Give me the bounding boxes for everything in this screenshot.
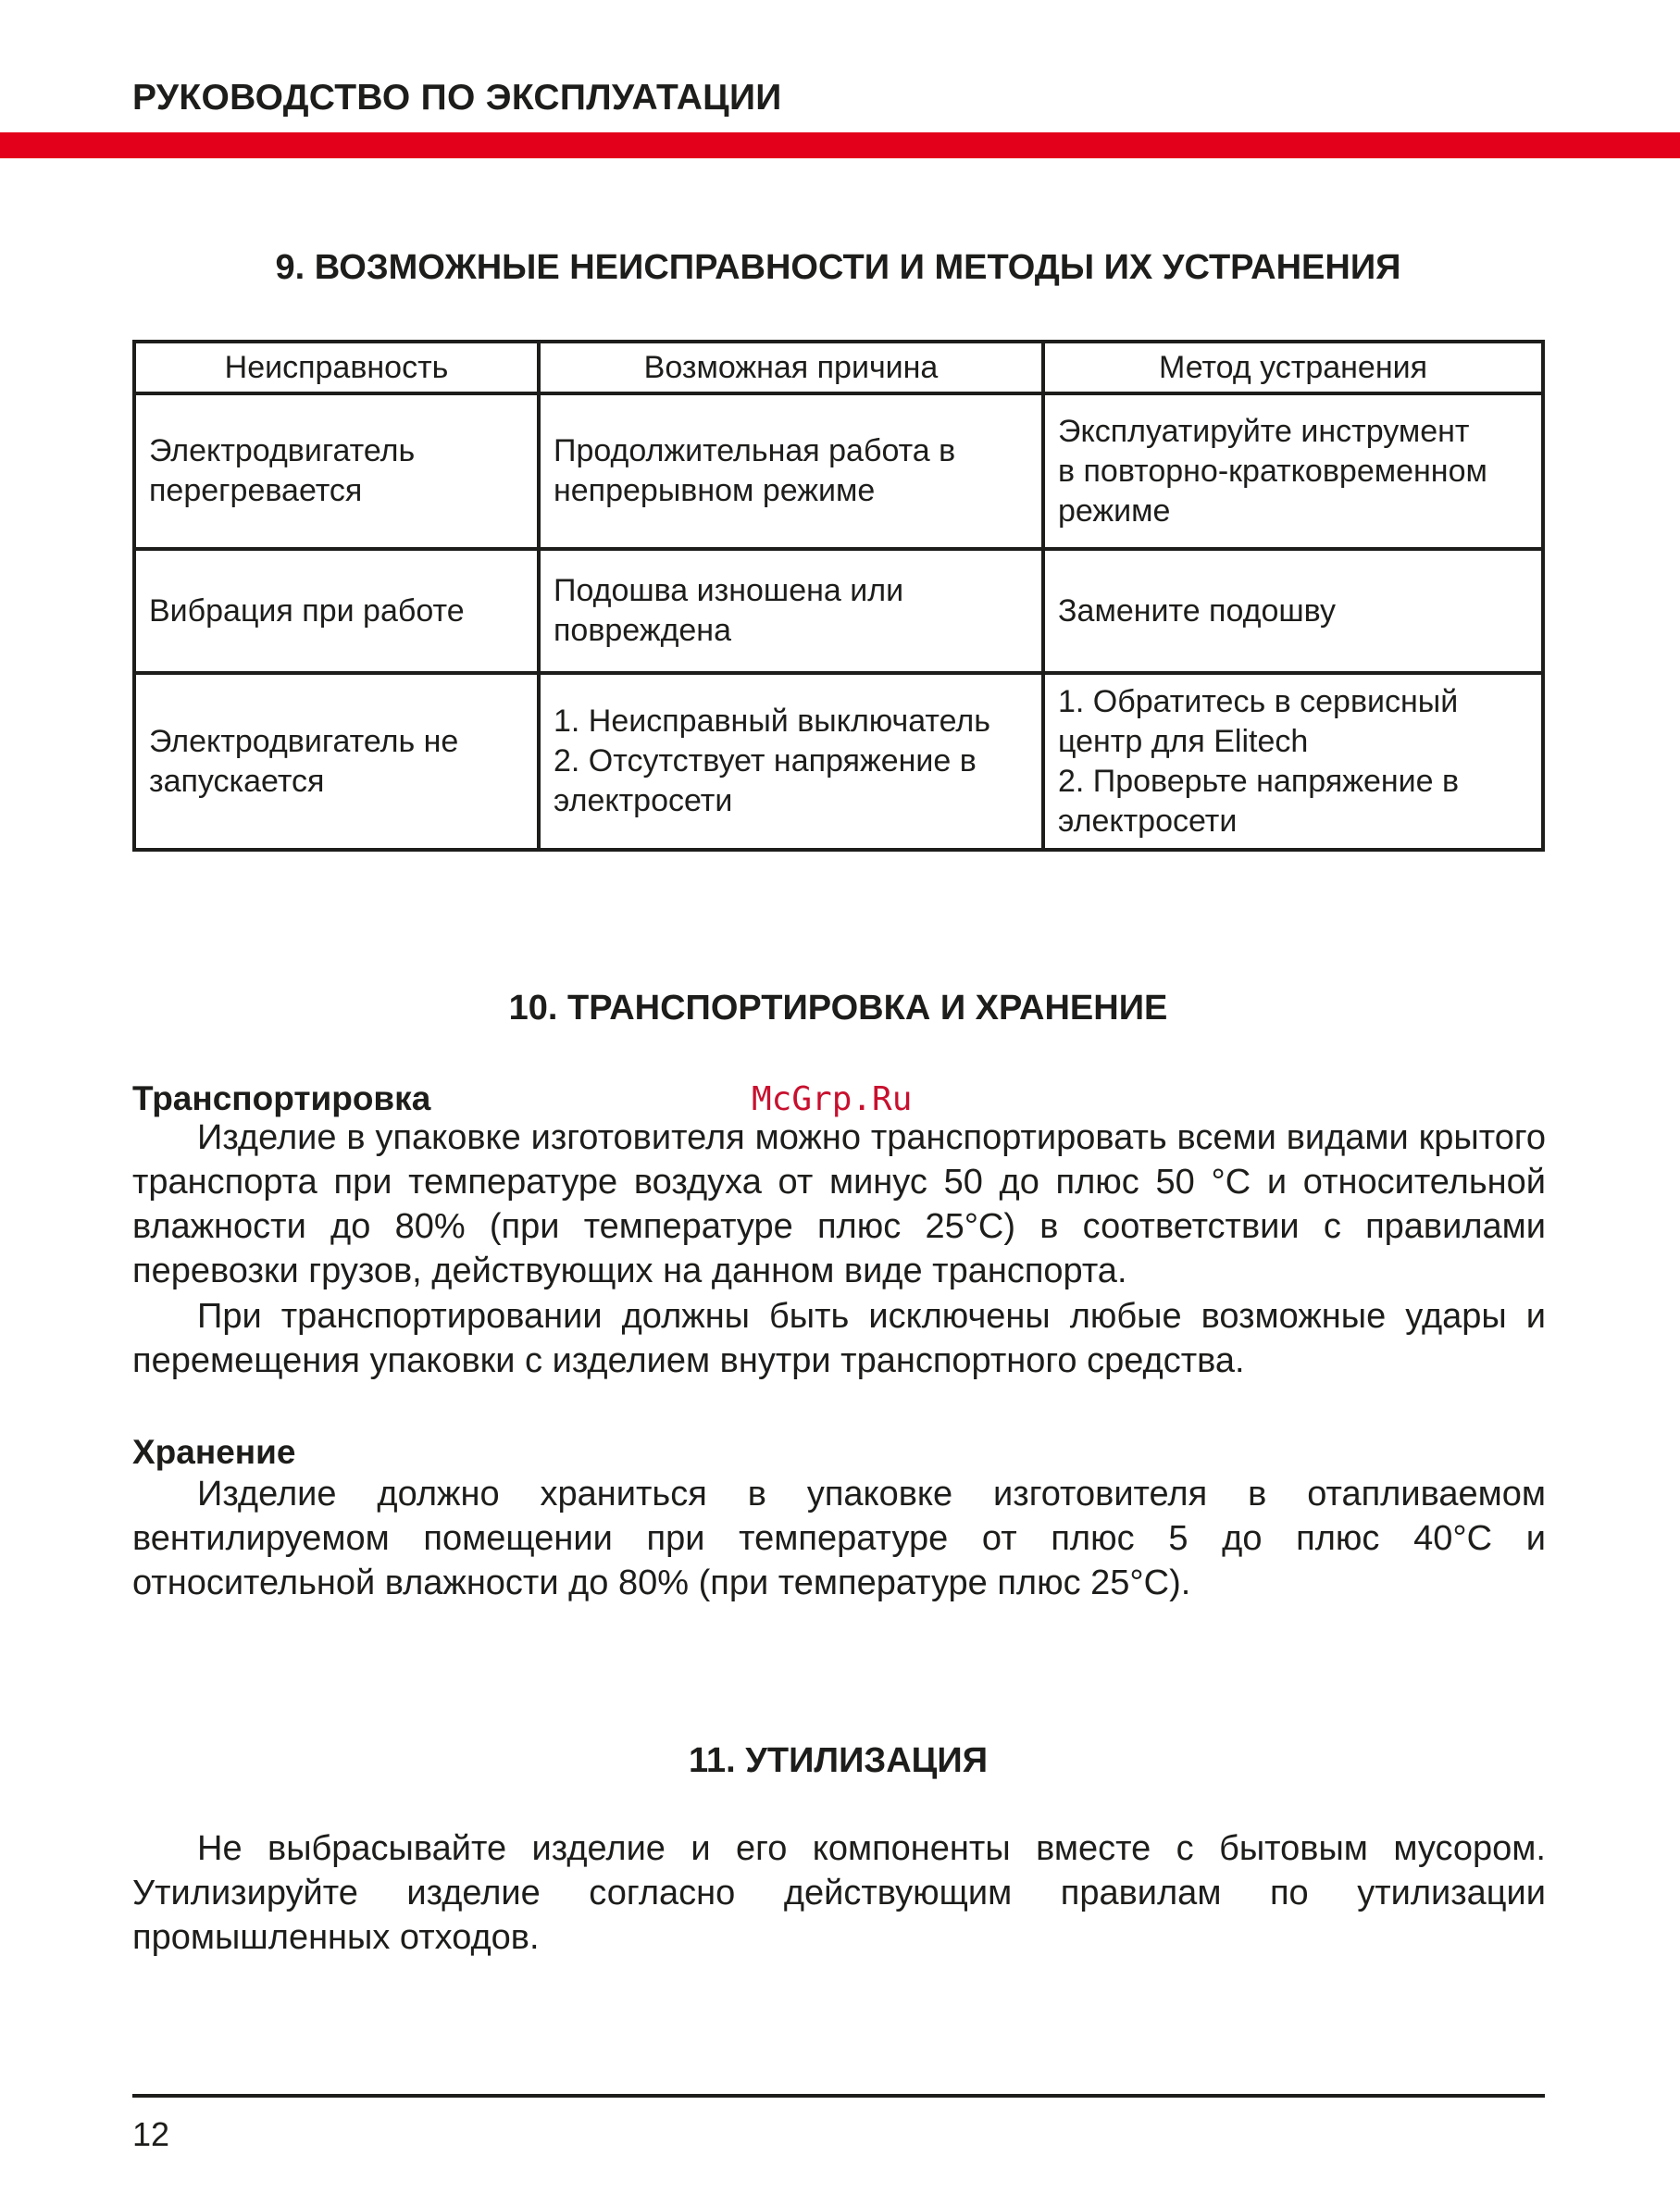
- column-header-fix: Метод устранения: [1043, 342, 1543, 393]
- table-row: [134, 549, 1543, 673]
- cell-text: режиме: [1058, 492, 1171, 529]
- cell-text: 1. Обратитесь в сервисный: [1058, 683, 1459, 719]
- fault-cell: [134, 549, 539, 673]
- cell-text: электросети: [1058, 803, 1238, 839]
- cell-text: перегревается: [149, 473, 363, 508]
- cell-text: Электродвигатель: [149, 433, 416, 468]
- storage-subheading: Хранение: [132, 1433, 296, 1471]
- troubleshooting-table: [132, 340, 1545, 852]
- cell-text: запускается: [149, 763, 325, 799]
- cause-cell: [539, 393, 1043, 549]
- section-9-heading: 9. ВОЗМОЖНЫЕ НЕИСПРАВНОСТИ И МЕТОДЫ ИХ УСТРАНЕНИЯ: [275, 248, 1401, 287]
- document-header-title: РУКОВОДСТВО ПО ЭКСПЛУАТАЦИИ: [132, 78, 782, 118]
- cause-cell: [539, 673, 1043, 850]
- fault-cell: [134, 673, 539, 850]
- cell-text: непрерывном режиме: [554, 473, 876, 508]
- header-accent-bar: [0, 132, 1680, 158]
- column-header-fault: Неисправность: [134, 342, 539, 393]
- cell-text: Электродвигатель не: [149, 723, 459, 759]
- cell-text: 2. Проверьте напряжение в: [1058, 763, 1460, 799]
- cell-text: в повторно-кратковременном: [1058, 453, 1487, 489]
- table-row: [134, 393, 1543, 549]
- disposal-paragraph: Не выбрасывайте изделие и его компоненты вместе с бытовым мусором. Утилизируйте изделие согласно действующим правилам по утилизации промышленных отходов.: [132, 1829, 1546, 1957]
- footer-divider: [132, 2094, 1545, 2098]
- cell-text: Замените подошву: [1058, 592, 1336, 629]
- column-header-cause: Возможная причина: [539, 342, 1043, 393]
- transport-subheading: Транспортировка: [132, 1079, 431, 1117]
- storage-paragraph: Изделие должно храниться в упаковке изготовителя в отапливаемом вентилируемом помещении при температуре от плюс 5 до плюс 40°С и относительной влажности до 80% (при температуре плюс 25°С).: [132, 1475, 1546, 1602]
- page-number: 12: [132, 2115, 170, 2153]
- watermark-text: McGrp.Ru: [752, 1080, 913, 1118]
- cause-cell: [539, 549, 1043, 673]
- cell-text: Подошва изношена или: [554, 573, 904, 608]
- cell-text: Эксплуатируйте инструмент: [1058, 413, 1470, 449]
- cell-text: повреждена: [554, 613, 731, 648]
- cell-text: 2. Отсутствует напряжение в: [554, 743, 977, 779]
- fix-cell: [1043, 549, 1543, 673]
- cell-text: 1. Неисправный выключатель: [554, 704, 990, 739]
- cell-text: Вибрация при работе: [149, 592, 465, 629]
- table-header-row: [134, 342, 1543, 393]
- fix-cell: [1043, 393, 1543, 549]
- fix-cell: [1043, 673, 1543, 850]
- transport-paragraph-2: При транспортировании должны быть исключены любые возможные удары и перемещения упаковки с изделием внутри транспортного средства.: [132, 1297, 1546, 1380]
- cell-text: Продолжительная работа в: [554, 433, 956, 468]
- transport-paragraph-1: Изделие в упаковке изготовителя можно транспортировать всеми видами крытого транспорта при температуре воздуха от минус 50 до плюс 50 °С и относительной влажности до 80% (при температуре плюс 25°С) в соответствии с правилами перевозки грузов, действующих на данном виде транспорта.: [132, 1118, 1546, 1290]
- section-11-heading: 11. УТИЛИЗАЦИЯ: [688, 1741, 989, 1780]
- section-10-heading: 10. ТРАНСПОРТИРОВКА И ХРАНЕНИЕ: [508, 989, 1168, 1028]
- fault-cell: [134, 393, 539, 549]
- cell-text: центр для Elitech: [1058, 723, 1309, 759]
- cell-text: электросети: [554, 783, 733, 818]
- table-row: [134, 673, 1543, 850]
